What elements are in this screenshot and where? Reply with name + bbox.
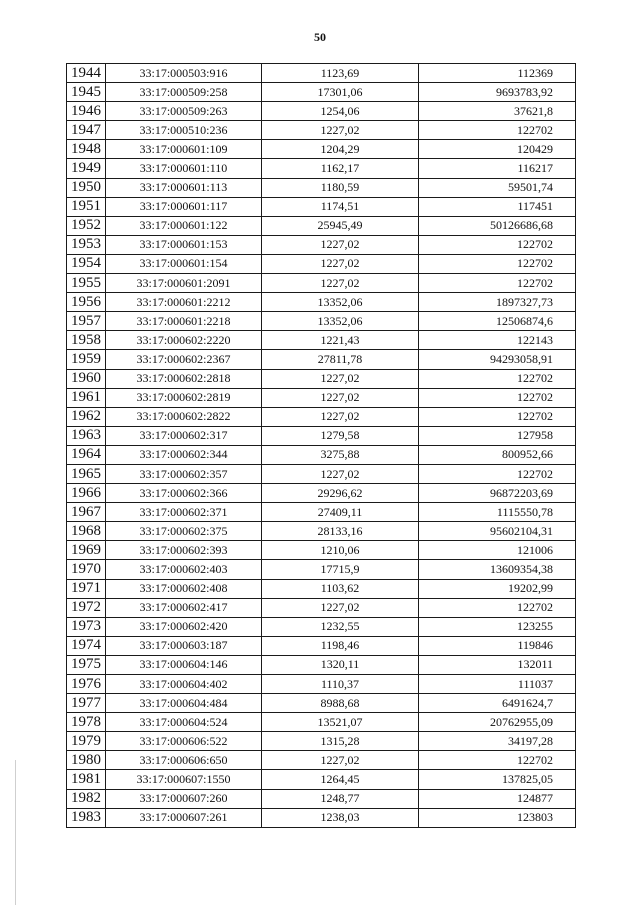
table-row: [67, 617, 576, 636]
row-number-cell: 1954: [67, 254, 106, 273]
area-cell: 1198,46: [262, 636, 419, 655]
table-row: [67, 331, 576, 350]
area-cell: 17301,06: [262, 83, 419, 102]
cadastral-number-cell: 33:17:000601:109: [106, 140, 262, 159]
table-row: [67, 655, 576, 674]
area-cell: 13521,07: [262, 713, 419, 732]
value-cell: 12506874,6: [419, 312, 576, 331]
row-number-cell: 1950: [67, 178, 106, 197]
row-number-cell: 1946: [67, 102, 106, 121]
value-cell: 122702: [419, 254, 576, 273]
value-cell: 123255: [419, 617, 576, 636]
row-number-cell: 1981: [67, 770, 106, 789]
cadastral-number-cell: 33:17:000602:408: [106, 579, 262, 598]
value-cell: 59501,74: [419, 178, 576, 197]
row-number-cell: 1966: [67, 484, 106, 503]
cadastral-number-cell: 33:17:000602:417: [106, 598, 262, 617]
area-cell: 1123,69: [262, 64, 419, 83]
cadastral-number-cell: 33:17:000601:2091: [106, 274, 262, 293]
value-cell: 20762955,09: [419, 713, 576, 732]
cadastral-number-cell: 33:17:000601:2218: [106, 312, 262, 331]
area-cell: 17715,9: [262, 560, 419, 579]
value-cell: 122702: [419, 464, 576, 483]
area-cell: 1254,06: [262, 102, 419, 121]
cadastral-number-cell: 33:17:000602:357: [106, 464, 262, 483]
cadastral-number-cell: 33:17:000601:117: [106, 197, 262, 216]
table-row: [67, 64, 576, 83]
row-number-cell: 1958: [67, 331, 106, 350]
cadastral-number-cell: 33:17:000602:375: [106, 522, 262, 541]
area-cell: 27811,78: [262, 350, 419, 369]
area-cell: 1162,17: [262, 159, 419, 178]
value-cell: 121006: [419, 541, 576, 560]
table-row: [67, 121, 576, 140]
value-cell: 122702: [419, 369, 576, 388]
row-number-cell: 1967: [67, 503, 106, 522]
table-row: [67, 388, 576, 407]
cadastral-number-cell: 33:17:000601:110: [106, 159, 262, 178]
value-cell: 122702: [419, 388, 576, 407]
table-row: [67, 293, 576, 312]
row-number-cell: 1973: [67, 617, 106, 636]
row-number-cell: 1968: [67, 522, 106, 541]
cadastral-number-cell: 33:17:000601:113: [106, 178, 262, 197]
area-cell: 1248,77: [262, 789, 419, 808]
row-number-cell: 1970: [67, 560, 106, 579]
area-cell: 13352,06: [262, 293, 419, 312]
row-number-cell: 1952: [67, 216, 106, 235]
table-row: [67, 541, 576, 560]
margin-line: [15, 760, 16, 905]
table-row: [67, 178, 576, 197]
value-cell: 123803: [419, 808, 576, 827]
cadastral-number-cell: 33:17:000602:393: [106, 541, 262, 560]
cadastral-number-cell: 33:17:000604:524: [106, 713, 262, 732]
cadastral-number-cell: 33:17:000602:2818: [106, 369, 262, 388]
value-cell: 50126686,68: [419, 216, 576, 235]
area-cell: 1264,45: [262, 770, 419, 789]
table-row: [67, 484, 576, 503]
table-row: [67, 350, 576, 369]
row-number-cell: 1962: [67, 407, 106, 426]
row-number-cell: 1945: [67, 83, 106, 102]
cadastral-number-cell: 33:17:000503:916: [106, 64, 262, 83]
area-cell: 1227,02: [262, 235, 419, 254]
area-cell: 1227,02: [262, 598, 419, 617]
cadastral-number-cell: 33:17:000602:366: [106, 484, 262, 503]
area-cell: 1174,51: [262, 197, 419, 216]
area-cell: 25945,49: [262, 216, 419, 235]
row-number-cell: 1944: [67, 64, 106, 83]
row-number-cell: 1979: [67, 732, 106, 751]
value-cell: 119846: [419, 636, 576, 655]
table-row: [67, 140, 576, 159]
table-row: [67, 503, 576, 522]
area-cell: 1110,37: [262, 675, 419, 694]
cadastral-number-cell: 33:17:000509:263: [106, 102, 262, 121]
row-number-cell: 1980: [67, 751, 106, 770]
cadastral-number-cell: 33:17:000602:2220: [106, 331, 262, 350]
table-row: [67, 102, 576, 121]
value-cell: 122143: [419, 331, 576, 350]
table-row: [67, 426, 576, 445]
area-cell: 1315,28: [262, 732, 419, 751]
value-cell: 1897327,73: [419, 293, 576, 312]
value-cell: 112369: [419, 64, 576, 83]
registry-table: [66, 63, 576, 828]
row-number-cell: 1948: [67, 140, 106, 159]
area-cell: 1227,02: [262, 274, 419, 293]
row-number-cell: 1961: [67, 388, 106, 407]
value-cell: 122702: [419, 121, 576, 140]
table-row: [67, 254, 576, 273]
value-cell: 94293058,91: [419, 350, 576, 369]
area-cell: 1180,59: [262, 178, 419, 197]
value-cell: 122702: [419, 235, 576, 254]
area-cell: 13352,06: [262, 312, 419, 331]
value-cell: 124877: [419, 789, 576, 808]
row-number-cell: 1957: [67, 312, 106, 331]
table-row: [67, 751, 576, 770]
table-row: [67, 598, 576, 617]
value-cell: 120429: [419, 140, 576, 159]
table-row: [67, 713, 576, 732]
area-cell: 1103,62: [262, 579, 419, 598]
table-row: [67, 197, 576, 216]
cadastral-number-cell: 33:17:000601:2212: [106, 293, 262, 312]
cadastral-number-cell: 33:17:000603:187: [106, 636, 262, 655]
area-cell: 1227,02: [262, 751, 419, 770]
value-cell: 111037: [419, 675, 576, 694]
value-cell: 137825,05: [419, 770, 576, 789]
value-cell: 9693783,92: [419, 83, 576, 102]
value-cell: 127958: [419, 426, 576, 445]
area-cell: 8988,68: [262, 694, 419, 713]
value-cell: 117451: [419, 197, 576, 216]
value-cell: 1115550,78: [419, 503, 576, 522]
row-number-cell: 1971: [67, 579, 106, 598]
cadastral-number-cell: 33:17:000602:317: [106, 426, 262, 445]
value-cell: 95602104,31: [419, 522, 576, 541]
row-number-cell: 1983: [67, 808, 106, 827]
table-row: [67, 235, 576, 254]
row-number-cell: 1974: [67, 636, 106, 655]
row-number-cell: 1972: [67, 598, 106, 617]
row-number-cell: 1960: [67, 369, 106, 388]
cadastral-number-cell: 33:17:000602:2819: [106, 388, 262, 407]
cadastral-number-cell: 33:17:000604:402: [106, 675, 262, 694]
value-cell: 19202,99: [419, 579, 576, 598]
value-cell: 132011: [419, 655, 576, 674]
table-row: [67, 770, 576, 789]
table-row: [67, 159, 576, 178]
cadastral-number-cell: 33:17:000604:146: [106, 655, 262, 674]
value-cell: 800952,66: [419, 445, 576, 464]
value-cell: 116217: [419, 159, 576, 178]
cadastral-number-cell: 33:17:000601:154: [106, 254, 262, 273]
registry-table-body: [67, 64, 576, 828]
table-row: [67, 83, 576, 102]
value-cell: 122702: [419, 598, 576, 617]
row-number-cell: 1965: [67, 464, 106, 483]
area-cell: 1204,29: [262, 140, 419, 159]
row-number-cell: 1977: [67, 694, 106, 713]
area-cell: 1221,43: [262, 331, 419, 350]
cadastral-number-cell: 33:17:000601:153: [106, 235, 262, 254]
cadastral-number-cell: 33:17:000509:258: [106, 83, 262, 102]
value-cell: 34197,28: [419, 732, 576, 751]
row-number-cell: 1976: [67, 675, 106, 694]
area-cell: 3275,88: [262, 445, 419, 464]
table-row: [67, 560, 576, 579]
cadastral-number-cell: 33:17:000606:650: [106, 751, 262, 770]
area-cell: 29296,62: [262, 484, 419, 503]
cadastral-number-cell: 33:17:000607:1550: [106, 770, 262, 789]
row-number-cell: 1975: [67, 655, 106, 674]
area-cell: 1227,02: [262, 369, 419, 388]
table-row: [67, 579, 576, 598]
area-cell: 1232,55: [262, 617, 419, 636]
table-row: [67, 694, 576, 713]
cadastral-number-cell: 33:17:000607:261: [106, 808, 262, 827]
cadastral-number-cell: 33:17:000602:403: [106, 560, 262, 579]
cadastral-number-cell: 33:17:000510:236: [106, 121, 262, 140]
cadastral-number-cell: 33:17:000602:344: [106, 445, 262, 464]
cadastral-number-cell: 33:17:000607:260: [106, 789, 262, 808]
row-number-cell: 1951: [67, 197, 106, 216]
area-cell: 1227,02: [262, 464, 419, 483]
row-number-cell: 1959: [67, 350, 106, 369]
value-cell: 37621,8: [419, 102, 576, 121]
table-row: [67, 464, 576, 483]
value-cell: 122702: [419, 407, 576, 426]
table-row: [67, 732, 576, 751]
value-cell: 122702: [419, 751, 576, 770]
cadastral-number-cell: 33:17:000602:371: [106, 503, 262, 522]
cadastral-number-cell: 33:17:000602:2367: [106, 350, 262, 369]
table-row: [67, 808, 576, 827]
table-row: [67, 445, 576, 464]
table-row: [67, 636, 576, 655]
area-cell: 1227,02: [262, 254, 419, 273]
table-row: [67, 274, 576, 293]
area-cell: 1238,03: [262, 808, 419, 827]
table-row: [67, 312, 576, 331]
page-number: 50: [314, 30, 326, 44]
area-cell: 27409,11: [262, 503, 419, 522]
cadastral-number-cell: 33:17:000602:2822: [106, 407, 262, 426]
area-cell: 1320,11: [262, 655, 419, 674]
value-cell: 6491624,7: [419, 694, 576, 713]
row-number-cell: 1956: [67, 293, 106, 312]
row-number-cell: 1964: [67, 445, 106, 464]
table-row: [67, 522, 576, 541]
row-number-cell: 1978: [67, 713, 106, 732]
row-number-cell: 1947: [67, 121, 106, 140]
area-cell: 28133,16: [262, 522, 419, 541]
area-cell: 1227,02: [262, 121, 419, 140]
area-cell: 1210,06: [262, 541, 419, 560]
row-number-cell: 1963: [67, 426, 106, 445]
row-number-cell: 1969: [67, 541, 106, 560]
table-row: [67, 789, 576, 808]
row-number-cell: 1949: [67, 159, 106, 178]
table-row: [67, 675, 576, 694]
cadastral-number-cell: 33:17:000604:484: [106, 694, 262, 713]
row-number-cell: 1982: [67, 789, 106, 808]
cadastral-number-cell: 33:17:000602:420: [106, 617, 262, 636]
value-cell: 13609354,38: [419, 560, 576, 579]
value-cell: 122702: [419, 274, 576, 293]
table-row: [67, 407, 576, 426]
table-row: [67, 369, 576, 388]
row-number-cell: 1955: [67, 274, 106, 293]
table-row: [67, 216, 576, 235]
row-number-cell: 1953: [67, 235, 106, 254]
area-cell: 1279,58: [262, 426, 419, 445]
cadastral-number-cell: 33:17:000606:522: [106, 732, 262, 751]
area-cell: 1227,02: [262, 388, 419, 407]
cadastral-number-cell: 33:17:000601:122: [106, 216, 262, 235]
area-cell: 1227,02: [262, 407, 419, 426]
value-cell: 96872203,69: [419, 484, 576, 503]
